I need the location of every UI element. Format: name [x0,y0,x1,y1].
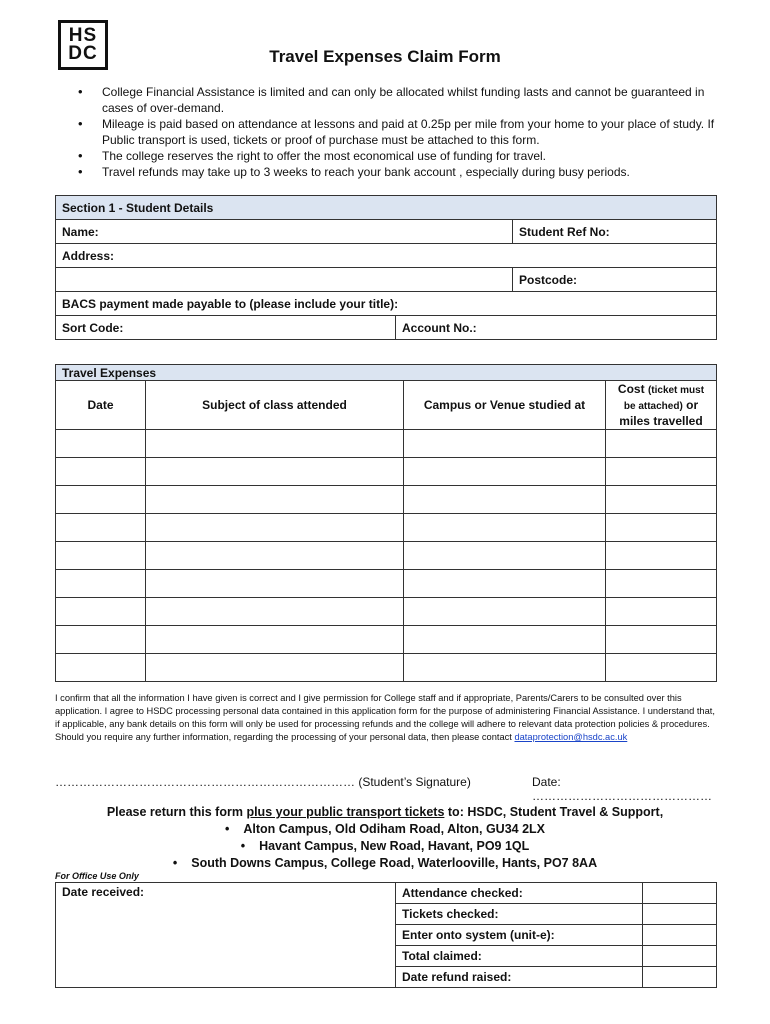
data-protection-email-link[interactable]: dataprotection@hsdc.ac.uk [514,732,628,742]
name-field[interactable]: Name: [56,220,513,244]
office-use-table [55,882,717,988]
travel-header: Travel Expenses [56,365,717,381]
page-title: Travel Expenses Claim Form [269,47,501,66]
office-item-label: Date refund raised: [396,967,643,988]
date-cell[interactable] [56,486,146,514]
campus-cell[interactable] [404,430,606,458]
cost-cell[interactable] [606,626,717,654]
office-item-value[interactable] [643,946,717,967]
account-no-field[interactable]: Account No.: [396,316,717,340]
cost-cell[interactable] [606,598,717,626]
campus-cell[interactable] [404,542,606,570]
office-item-label: Enter onto system (unit-e): [396,925,643,946]
travel-row [56,542,717,570]
sort-code-field[interactable]: Sort Code: [56,316,396,340]
cost-cell[interactable] [606,570,717,598]
subject-cell[interactable] [146,514,404,542]
office-item-value[interactable] [643,925,717,946]
campus-cell[interactable] [404,626,606,654]
return-heading [0,804,770,821]
campus-address: • South Downs Campus, College Road, Waterlooville, Hants, PO7 8AA [0,855,770,872]
info-bullets [78,84,718,180]
col-cost-miles: or miles travelled [619,397,703,428]
date-cell[interactable] [56,430,146,458]
student-signature-field[interactable]: ………………………………………………………………… (Student’s Signature) [55,775,471,789]
campus-cell[interactable] [404,458,606,486]
office-item-label: Total claimed: [396,946,643,967]
subject-cell[interactable] [146,570,404,598]
cost-cell[interactable] [606,430,717,458]
return-underlined: plus your public transport tickets [246,805,445,819]
logo-line-2: DC [68,43,98,64]
student-details-table [55,195,717,340]
subject-cell[interactable] [146,626,404,654]
address-field[interactable]: Address: [56,244,717,268]
address-field-line-2[interactable] [56,268,513,292]
col-cost [606,381,717,430]
date-received-field[interactable]: Date received: [56,883,396,988]
subject-cell[interactable] [146,598,404,626]
campus-address: • Alton Campus, Old Odiham Road, Alton, GU34 2LX [0,821,770,838]
office-item-label: Tickets checked: [396,904,643,925]
cost-cell[interactable] [606,514,717,542]
date-cell[interactable] [56,654,146,682]
travel-row [56,598,717,626]
bullet-item: • The college reserves the right to offer the most economical use of funding for travel. [78,148,718,164]
office-item-value[interactable] [643,883,717,904]
col-cost-label: Cost [617,381,645,396]
subject-cell[interactable] [146,486,404,514]
col-date: Date [56,381,146,430]
bullet-item: • College Financial Assistance is limited and can only be allocated whilst funding lasts and cannot be guaranteed in cases of over-demand. [78,84,718,116]
travel-row [56,570,717,598]
return-pre: Please return this form [106,805,243,819]
date-cell[interactable] [56,542,146,570]
travel-row [56,486,717,514]
bacs-payee-field[interactable]: BACS payment made payable to (please include your title): [56,292,717,316]
signature-date-field[interactable]: Date: ……………………………………… [532,775,712,803]
campus-address: • Havant Campus, New Road, Havant, PO9 1QL [0,838,770,855]
date-cell[interactable] [56,570,146,598]
col-cost-note: (ticket must be attached) [623,384,705,412]
date-cell[interactable] [56,458,146,486]
date-cell[interactable] [56,626,146,654]
campus-cell[interactable] [404,654,606,682]
bullet-item: • Travel refunds may take up to 3 weeks to reach your bank account , especially during busy periods. [78,164,718,180]
logo-line-1: HS [68,25,98,46]
travel-row [56,626,717,654]
postcode-field[interactable]: Postcode: [513,268,717,292]
travel-row [56,654,717,682]
student-ref-field[interactable]: Student Ref No: [513,220,717,244]
confirmation-statement [55,692,717,744]
section1-header: Section 1 - Student Details [56,196,717,220]
travel-row [56,514,717,542]
office-item-value[interactable] [643,904,717,925]
date-cell[interactable] [56,598,146,626]
return-post: to: HSDC, Student Travel & Support, [447,805,664,819]
office-use-label: For Office Use Only [55,871,139,881]
confirmation-text: I confirm that all the information I have given is correct and I give permission for College staff and if appropriate, Parents/Carers to be consulted over this application. I agree to HSDC processing personal data contained in this application form for the purpose of administering Financial Assistance. I understand that, if applicable, any bank details on this form will only be used for processing refunds and the college will adhere to relevant data protection policies & procedures. Should you require any further information, regarding the processing of your personal data, then please contact [55,693,715,742]
cost-cell[interactable] [606,458,717,486]
col-campus: Campus or Venue studied at [404,381,606,430]
col-subject: Subject of class attended [146,381,404,430]
subject-cell[interactable] [146,430,404,458]
office-item-value[interactable] [643,967,717,988]
travel-row [56,458,717,486]
date-cell[interactable] [56,514,146,542]
campus-cell[interactable] [404,598,606,626]
travel-expenses-table [55,364,717,682]
office-item-label: Attendance checked: [396,883,643,904]
bullet-item: • Mileage is paid based on attendance at lessons and paid at 0.25p per mile from your home to your place of study. If Public transport is used, tickets or proof of purchase must be attached to this form. [78,116,718,148]
subject-cell[interactable] [146,458,404,486]
campus-cell[interactable] [404,570,606,598]
cost-cell[interactable] [606,654,717,682]
subject-cell[interactable] [146,654,404,682]
travel-row [56,430,717,458]
return-instructions [0,804,770,872]
campus-cell[interactable] [404,486,606,514]
subject-cell[interactable] [146,542,404,570]
campus-cell[interactable] [404,514,606,542]
cost-cell[interactable] [606,486,717,514]
cost-cell[interactable] [606,542,717,570]
